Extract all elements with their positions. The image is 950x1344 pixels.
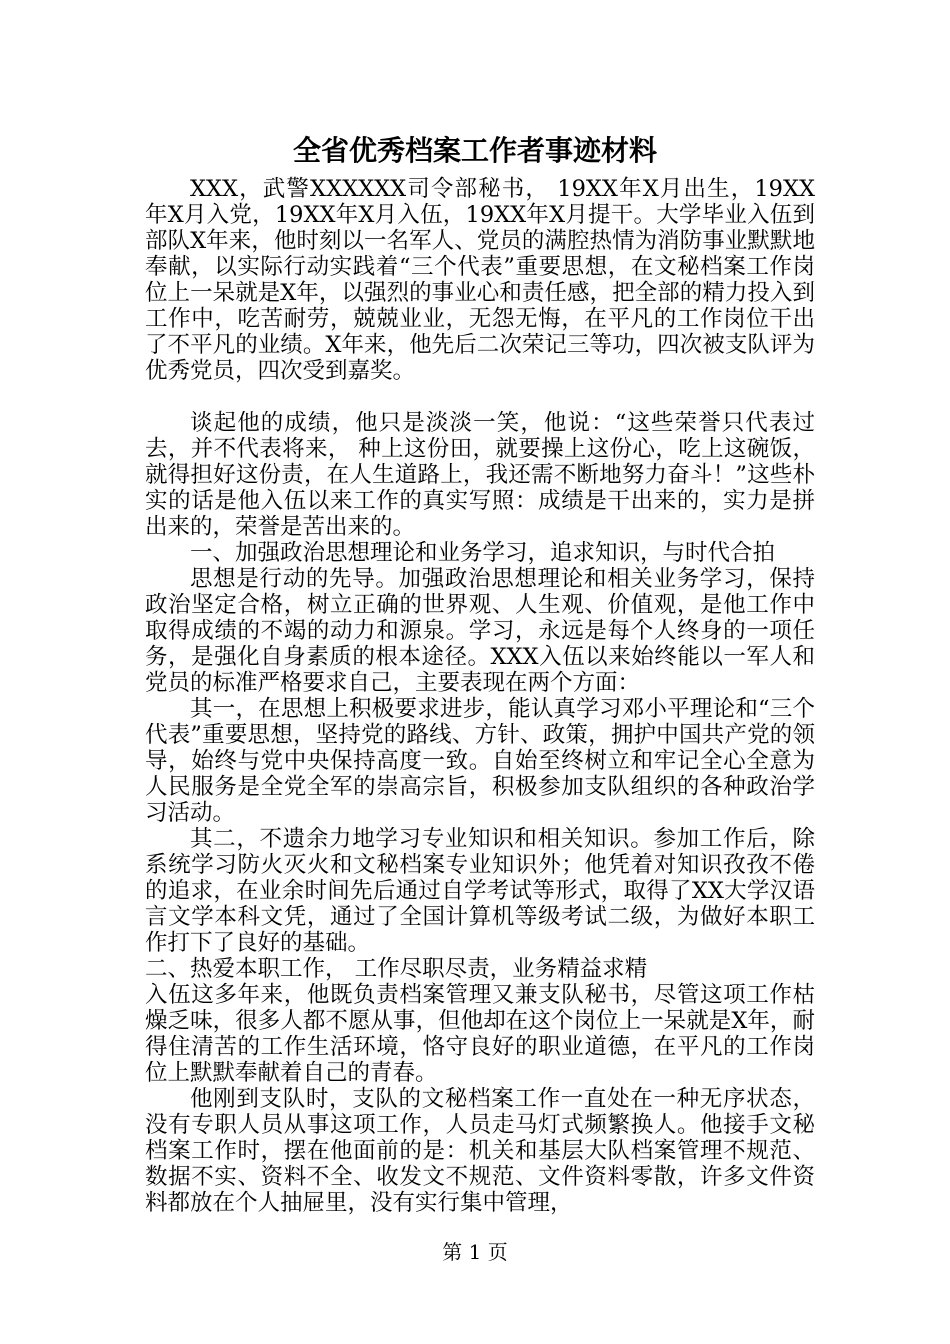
paragraph-archive-state: 他刚到支队时，支队的文秘档案工作一直处在一种无序状态，没有专职人员从事这项工作，人员走马灯式频繁换人。他接手文秘档案工作时，摆在他面前的是：机关和基层大队档案管理不规范、数据不实、资料不全、收发文不规范、文件资料零散，许多文件资料都放在个人抽屉里，没有实行集中管理， [145,1086,815,1216]
paragraph-intro: XXX，武警XXXXXX司令部秘书， 19XX年X月出生，19XX年X月入党，19XX年X月入伍，19XX年X月提干。大学毕业入伍到部队X年来，他时刻以一名军人、党员的满腔热情为消防事业默默地奉献，以实际行动实践着“三个代表”重要思想，在文秘档案工作岗位上一呆就是X年，以强烈的事业心和责任感，把全部的精力投入到工作中，吃苦耐劳，兢兢业业，无怨无悔，在平凡的工作岗位干出了不平凡的业绩。X年来，他先后二次荣记三等功，四次被支队评为优秀党员，四次受到嘉奖。 [145,176,815,384]
page-number: 第 1 页 [442,1240,508,1264]
paragraph-thought: 思想是行动的先导。加强政治思想理论和相关业务学习，保持政治坚定合格，树立正确的世界观、人生观、价值观，是他工作中取得成绩的不竭的动力和源泉。学习，永远是每个人终身的一项任务，是强化自身素质的根本途径。XXX入伍以来始终能以一军人和党员的标准严格要求自己，主要表现在两个方面： [145,566,815,696]
paragraph-dedication: 入伍这多年来，他既负责档案管理又兼支队秘书，尽管这项工作枯燥乏味，很多人都不愿从事，但他却在这个岗位上一呆就是X年，耐得住清苦的工作生活环境，恪守良好的职业道德，在平凡的工作岗位上默默奉献着自己的青春。 [145,982,815,1086]
paragraph-second-aspect: 其二，不遗余力地学习专业知识和相关知识。参加工作后，除系统学习防火灭火和文秘档案专业知识外；他凭着对知识孜孜不倦的追求，在业余时间先后通过自学考试等形式，取得了XX大学汉语言文学本科文凭，通过了全国计算机等级考试二级，为做好本职工作打下了良好的基础。 [145,826,815,956]
document-title: 全省优秀档案工作者事迹材料 [292,134,657,167]
document-body [145,176,815,1216]
section-heading-1: 一、加强政治思想理论和业务学习，追求知识，与时代合拍 [190,540,776,566]
paragraph-first-aspect: 其一，在思想上积极要求进步，能认真学习邓小平理论和“三个代表”重要思想，坚持党的路线、方针、政策，拥护中国共产党的领导，始终与党中央保持高度一致。自始至终树立和牢记全心全意为人民服务是全党全军的崇高宗旨，积极参加支队组织的各种政治学习活动。 [145,696,815,826]
paragraph-achievements: 谈起他的成绩，他只是淡淡一笑，他说：“这些荣誉只代表过去，并不代表将来， 种上这份田，就要操上这份心，吃上这碗饭，就得担好这份责，在人生道路上，我还需不断地努力奋斗！”这些朴实的话是他入伍以来工作的真实写照：成绩是干出来的，实力是拼出来的，荣誉是苦出来的。 [145,410,815,540]
section-heading-2: 二、热爱本职工作， 工作尽职尽责，业务精益求精 [145,956,648,982]
